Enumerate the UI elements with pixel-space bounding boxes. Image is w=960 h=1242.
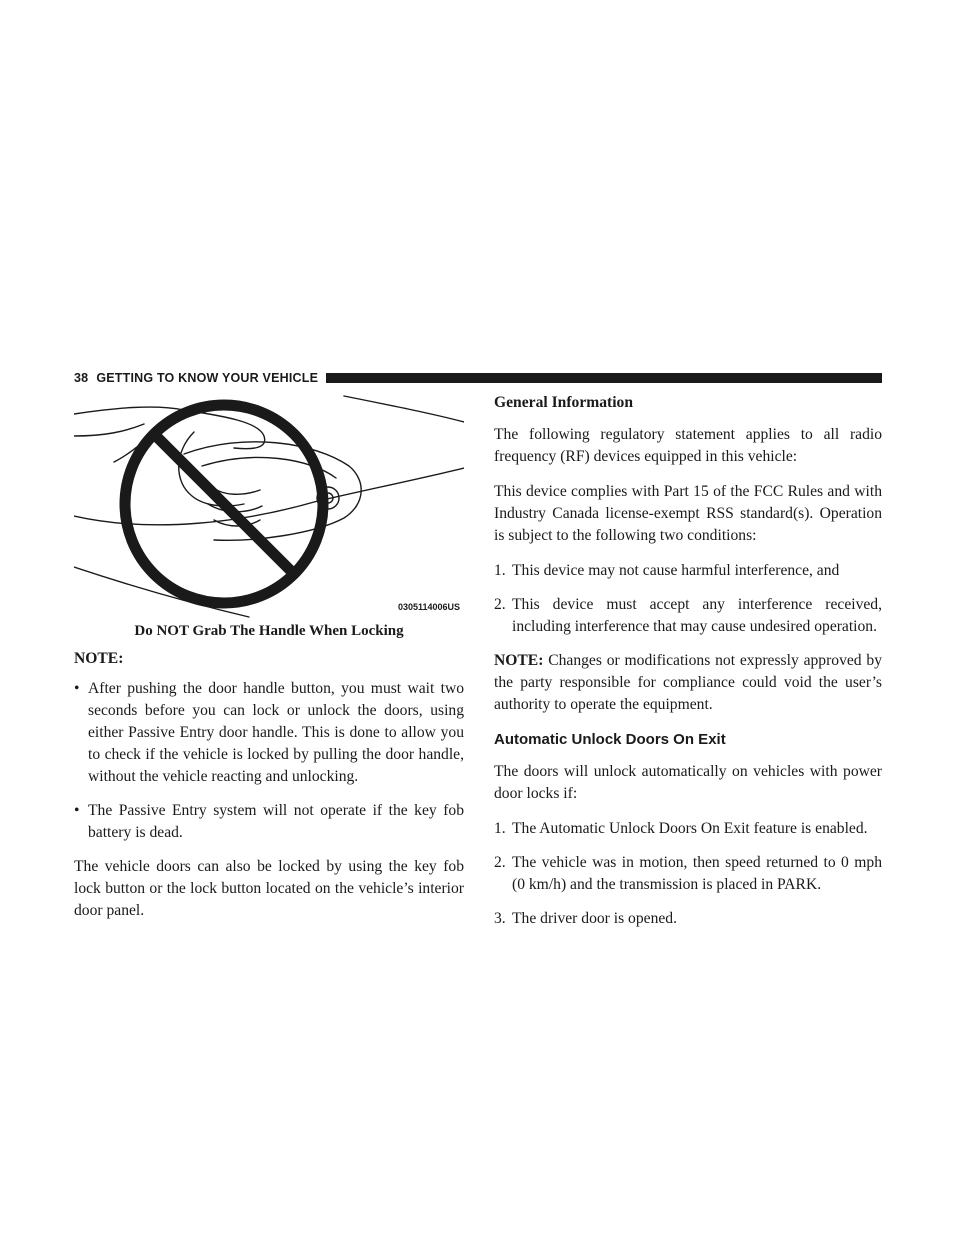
illustration — [74, 392, 464, 620]
figure-code: 0305114006US — [397, 602, 460, 612]
item-number: 1. — [494, 562, 506, 579]
section-heading: Automatic Unlock Doors On Exit — [494, 731, 726, 748]
section-title: GETTING TO KNOW YOUR VEHICLE — [96, 371, 319, 385]
item-text: The vehicle was in motion, then speed returned to 0 mph (0 km/h) and the transmission is placed in PARK. — [512, 854, 882, 893]
note-label: NOTE: — [494, 652, 544, 669]
item-number: 1. — [494, 820, 506, 837]
list-item — [494, 560, 882, 582]
item-number: 2. — [494, 596, 506, 613]
page-number: 38 — [74, 371, 89, 385]
item-text: The driver door is opened. — [512, 910, 677, 927]
item-text: This device must accept any interference received, including interference that may cause undesired operation. — [512, 596, 882, 635]
item-number: 3. — [494, 910, 506, 927]
section-heading: General Information — [494, 394, 634, 411]
item-text: This device may not cause harmful interference, and — [512, 562, 840, 579]
bullet-text: After pushing the door handle button, you must wait two seconds before you can lock or unlock the doors, using either Passive Entry door handle. This is done to allow you to check if the vehicle is locked by pulling the door handle, without the vehicle reacting and unlocking. — [88, 680, 464, 785]
left-column — [74, 648, 464, 935]
list-item — [494, 908, 882, 930]
bullet-text: The Passive Entry system will not operate if the key fob battery is dead. — [88, 802, 464, 841]
note-paragraph — [494, 650, 882, 716]
list-item — [74, 678, 464, 788]
list-item — [494, 818, 882, 840]
note-label: NOTE: — [74, 650, 124, 667]
list-item — [74, 800, 464, 844]
bullet-icon: • — [74, 802, 80, 819]
list-item — [494, 594, 882, 638]
body-paragraph: The following regulatory statement applies to all radio frequency (RF) devices equipped in this vehicle: — [494, 426, 882, 465]
body-paragraph: The vehicle doors can also be locked by using the key fob lock button or the lock button located on the vehicle’s interior door panel. — [74, 858, 464, 919]
item-text: The Automatic Unlock Doors On Exit feature is enabled. — [512, 820, 868, 837]
body-paragraph: The doors will unlock automatically on vehicles with power door locks if: — [494, 763, 882, 802]
item-number: 2. — [494, 854, 506, 871]
right-column — [494, 392, 882, 942]
figure-caption: Do NOT Grab The Handle When Locking — [134, 623, 404, 639]
page-header — [74, 370, 882, 386]
header-rule — [326, 373, 882, 383]
list-item — [494, 852, 882, 896]
note-text: Changes or modifications not expressly approved by the party responsible for compliance could void the user’s authority to operate the equipment. — [494, 652, 882, 713]
bullet-icon: • — [74, 680, 80, 697]
prohibition-sign-icon — [74, 392, 464, 620]
body-paragraph: This device complies with Part 15 of the FCC Rules and with Industry Canada license-exempt RSS standard(s). Operation is subject to the following two conditions: — [494, 483, 882, 544]
